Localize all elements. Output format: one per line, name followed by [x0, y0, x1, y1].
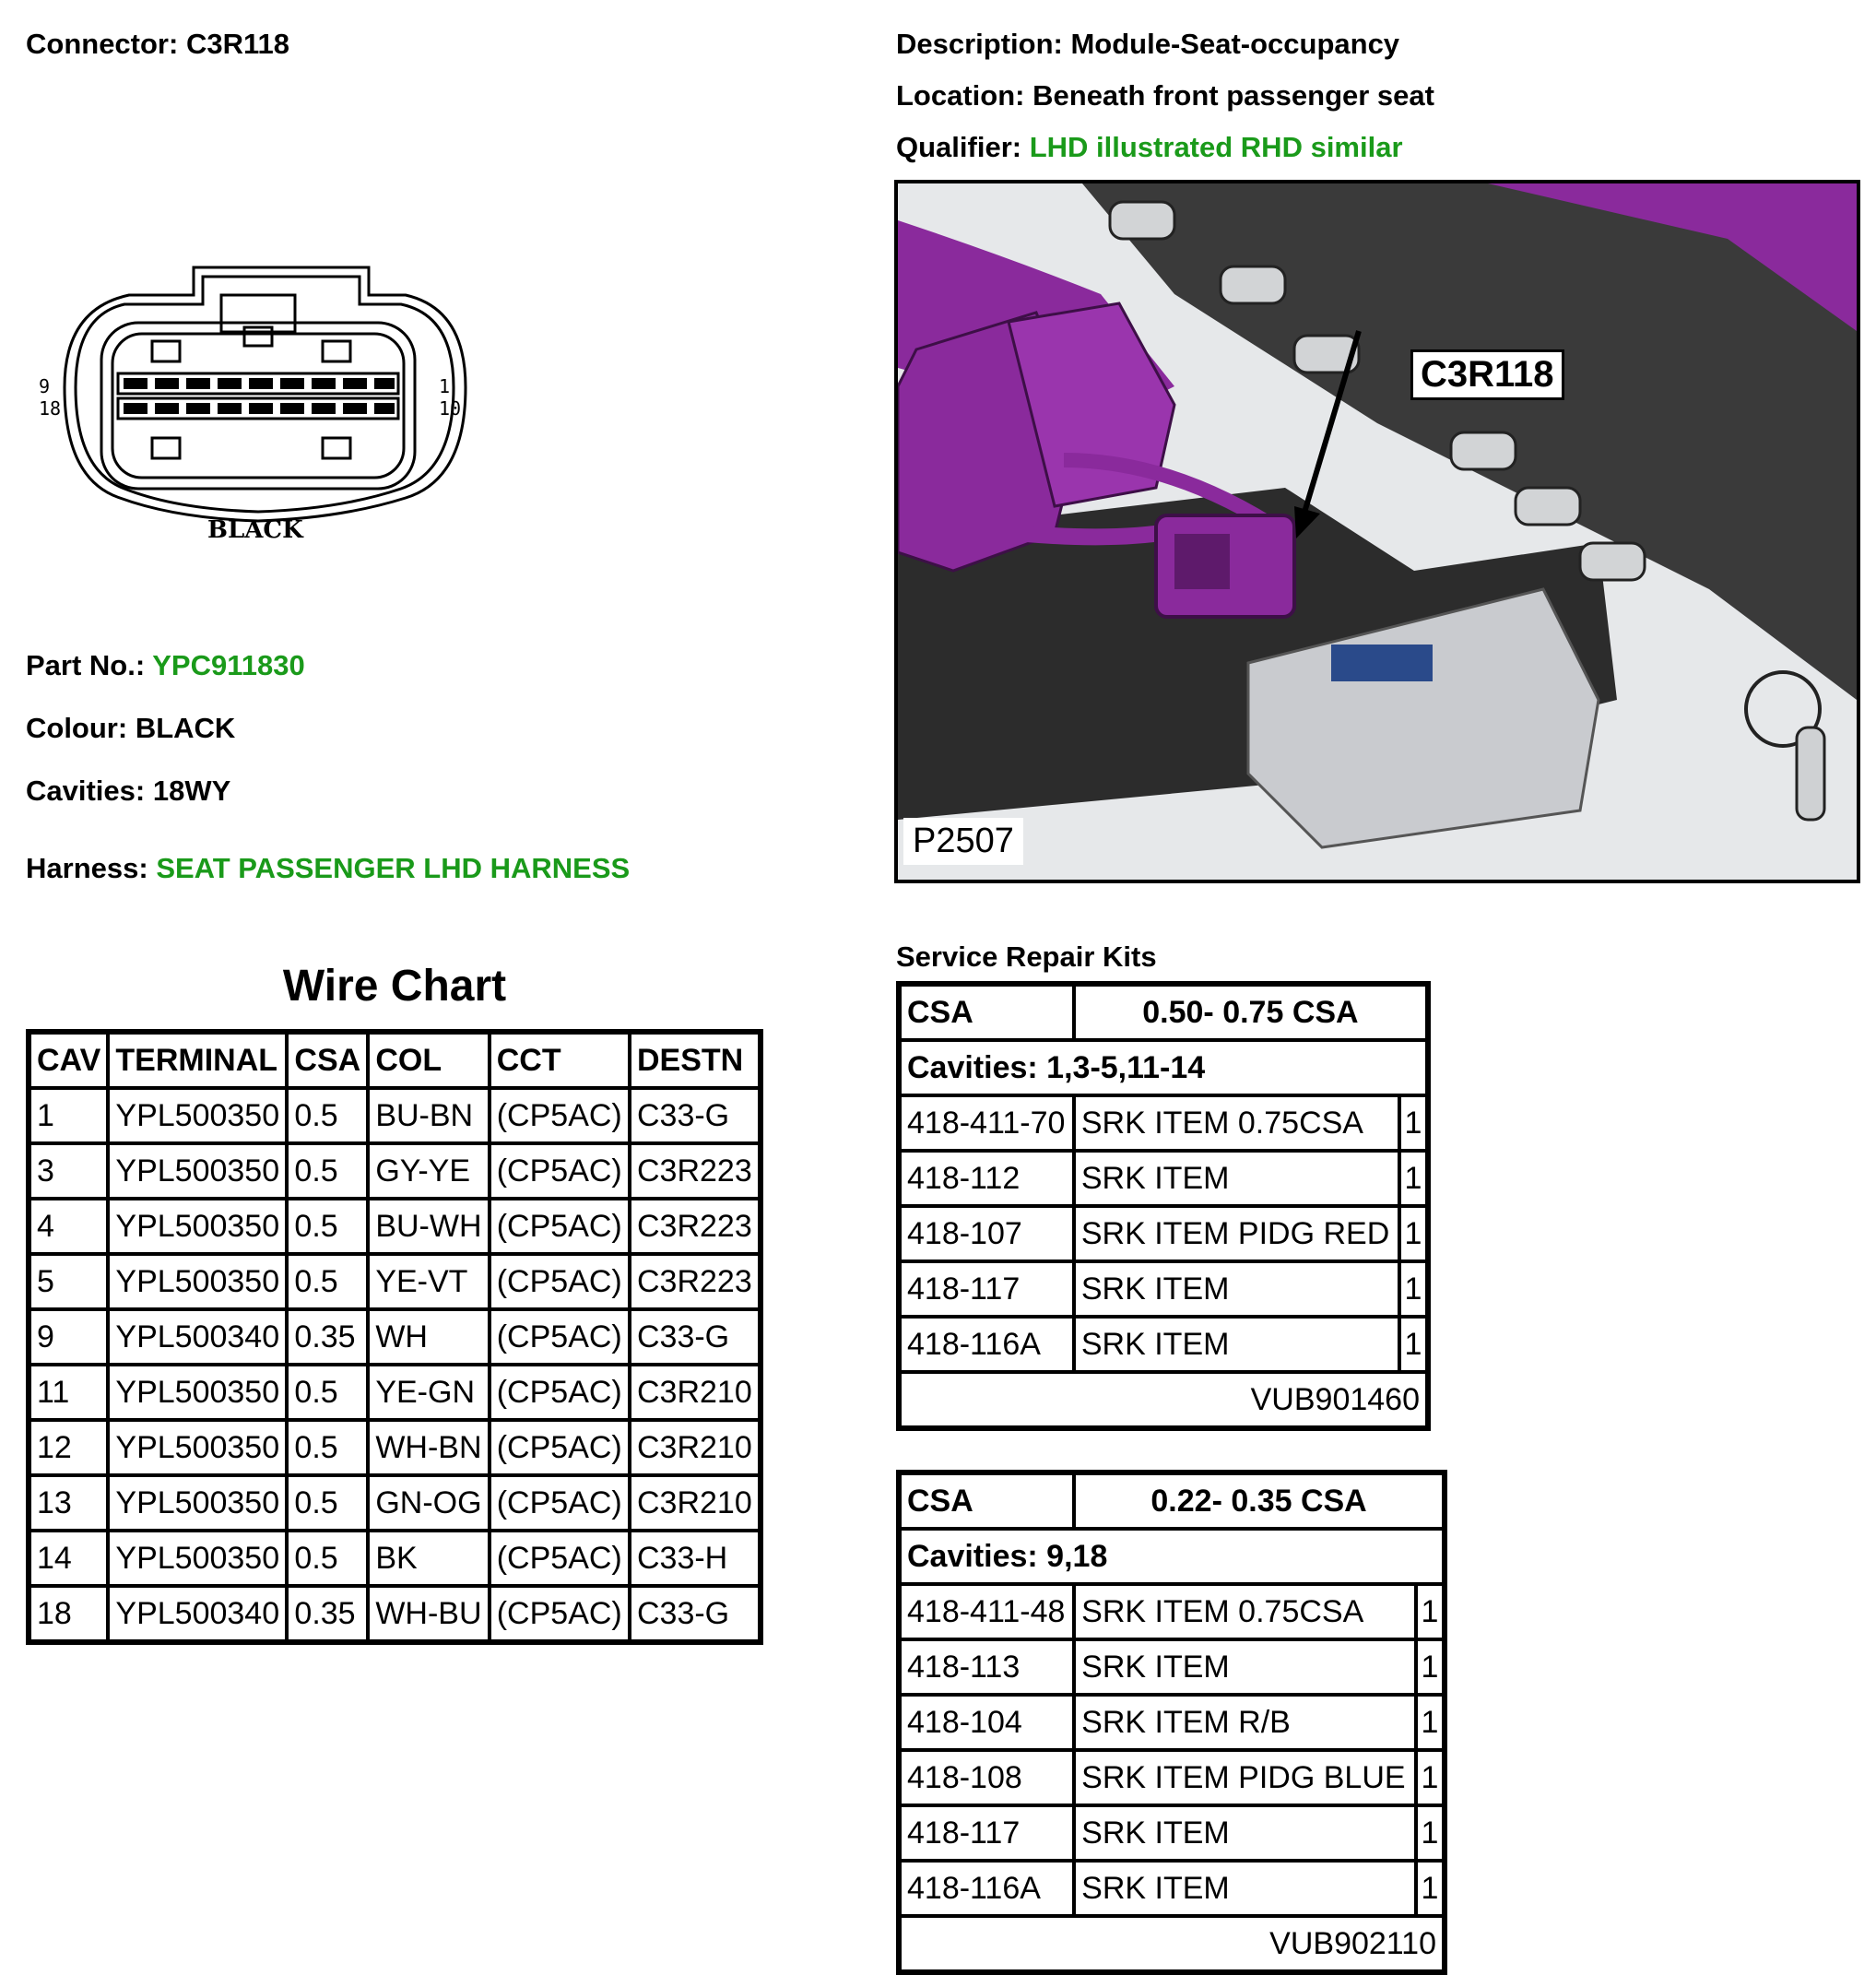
wire-cell-cav: 4	[29, 1199, 108, 1254]
wire-cell-terminal: YPL500350	[108, 1475, 287, 1531]
wire-cell-col: YE-GN	[368, 1365, 489, 1420]
wire-cell-col: WH	[368, 1309, 489, 1365]
connector-face-diagram	[37, 258, 479, 553]
wire-chart-header-terminal: TERMINAL	[108, 1032, 287, 1088]
connector-value: C3R118	[185, 28, 289, 60]
kit-csa-value: 0.22- 0.35 CSA	[1074, 1472, 1445, 1529]
table-row	[29, 1254, 761, 1309]
qualifier-line	[896, 133, 1403, 161]
location-value: Beneath front passenger seat	[1032, 79, 1434, 112]
table-row	[29, 1365, 761, 1420]
kit-cavities-row	[899, 1529, 1445, 1584]
kit-item-part: 418-116A	[899, 1861, 1074, 1916]
kit-item-part: 418-117	[899, 1261, 1074, 1317]
wire-cell-col: BU-WH	[368, 1199, 489, 1254]
part-number-label: Part No.:	[26, 649, 146, 681]
kit-item-desc: SRK ITEM 0.75CSA	[1074, 1584, 1416, 1639]
cavities-label: Cavities:	[26, 775, 146, 807]
wire-cell-csa: 0.5	[287, 1420, 368, 1475]
wire-cell-cct: (CP5AC)	[490, 1420, 630, 1475]
kit-item-desc: SRK ITEM 0.75CSA	[1074, 1095, 1399, 1151]
wire-cell-terminal: YPL500350	[108, 1143, 287, 1199]
wire-cell-csa: 0.35	[287, 1309, 368, 1365]
wire-chart-header-row	[29, 1032, 761, 1088]
location-photo	[894, 180, 1860, 883]
kit-item-desc: SRK ITEM	[1074, 1861, 1416, 1916]
kit-item-part: 418-117	[899, 1805, 1074, 1861]
pin-label-9: 9	[39, 375, 51, 397]
cavities-value: 18WY	[152, 775, 231, 807]
table-row	[899, 1750, 1445, 1805]
wire-cell-col: BU-BN	[368, 1088, 489, 1143]
kit-item-desc: SRK ITEM PIDG RED	[1074, 1206, 1399, 1261]
kit-item-qty: 1	[1416, 1639, 1445, 1695]
wire-cell-col: GN-OG	[368, 1475, 489, 1531]
kit-item-part: 418-411-70	[899, 1095, 1074, 1151]
wire-cell-cav: 3	[29, 1143, 108, 1199]
wire-cell-cav: 9	[29, 1309, 108, 1365]
description-label: Description:	[896, 28, 1063, 60]
kit-item-qty: 1	[1399, 1151, 1428, 1206]
kit-item-qty: 1	[1416, 1750, 1445, 1805]
kit-item-desc: SRK ITEM	[1074, 1805, 1416, 1861]
wire-cell-cct: (CP5AC)	[490, 1088, 630, 1143]
connector-line	[26, 30, 289, 58]
kit-csa-label: CSA	[899, 984, 1074, 1040]
kit-csa-value: 0.50- 0.75 CSA	[1074, 984, 1428, 1040]
wire-cell-destn: C33-H	[630, 1531, 761, 1586]
wire-chart-header-csa: CSA	[287, 1032, 368, 1088]
wire-cell-cct: (CP5AC)	[490, 1254, 630, 1309]
table-row	[899, 1317, 1428, 1372]
wire-cell-destn: C33-G	[630, 1309, 761, 1365]
harness-label: Harness:	[26, 852, 148, 884]
wire-cell-cav: 14	[29, 1531, 108, 1586]
location-line	[896, 81, 1434, 110]
wire-chart-header-cav: CAV	[29, 1032, 108, 1088]
wire-cell-destn: C33-G	[630, 1088, 761, 1143]
wire-cell-destn: C3R210	[630, 1365, 761, 1420]
wire-cell-terminal: YPL500350	[108, 1254, 287, 1309]
colour-line	[26, 714, 235, 742]
table-row	[899, 1095, 1428, 1151]
table-row	[29, 1143, 761, 1199]
wire-cell-destn: C3R210	[630, 1420, 761, 1475]
wire-cell-csa: 0.5	[287, 1143, 368, 1199]
description-value: Module-Seat-occupancy	[1070, 28, 1400, 60]
wire-cell-destn: C33-G	[630, 1586, 761, 1642]
kit-item-desc: SRK ITEM	[1074, 1639, 1416, 1695]
cavities-line	[26, 776, 230, 805]
table-row	[29, 1420, 761, 1475]
wire-cell-terminal: YPL500340	[108, 1586, 287, 1642]
colour-value: BLACK	[135, 712, 236, 744]
wire-cell-cct: (CP5AC)	[490, 1309, 630, 1365]
colour-label: Colour:	[26, 712, 128, 744]
wire-chart-header-cct: CCT	[490, 1032, 630, 1088]
kit-csa-label: CSA	[899, 1472, 1074, 1529]
connector-label: Connector:	[26, 28, 179, 60]
table-row	[29, 1586, 761, 1642]
wire-cell-cav: 5	[29, 1254, 108, 1309]
kit-header-row	[899, 984, 1428, 1040]
kit-item-qty: 1	[1399, 1095, 1428, 1151]
repair-kit-table-1	[896, 981, 1431, 1431]
photo-reference: P2507	[903, 818, 1023, 865]
table-row	[29, 1475, 761, 1531]
wire-chart-table	[26, 1029, 763, 1645]
pin-labels-left	[39, 375, 61, 420]
wire-cell-col: GY-YE	[368, 1143, 489, 1199]
kit-item-part: 418-411-48	[899, 1584, 1074, 1639]
wire-cell-cav: 13	[29, 1475, 108, 1531]
pin-label-18: 18	[39, 397, 62, 420]
kit-cavities-row	[899, 1040, 1428, 1095]
kit-cavities: Cavities: 9,18	[899, 1529, 1445, 1584]
kit-item-qty: 1	[1416, 1584, 1445, 1639]
part-number-line	[26, 651, 305, 680]
kit-item-part: 418-116A	[899, 1317, 1074, 1372]
harness-value: SEAT PASSENGER LHD HARNESS	[156, 852, 631, 884]
wire-cell-csa: 0.5	[287, 1365, 368, 1420]
kit-item-desc: SRK ITEM	[1074, 1261, 1399, 1317]
wire-cell-terminal: YPL500350	[108, 1088, 287, 1143]
wire-cell-terminal: YPL500350	[108, 1420, 287, 1475]
kit-item-desc: SRK ITEM PIDG BLUE	[1074, 1750, 1416, 1805]
wire-cell-col: WH-BU	[368, 1586, 489, 1642]
table-row	[29, 1199, 761, 1254]
wire-cell-cav: 12	[29, 1420, 108, 1475]
kit-item-desc: SRK ITEM R/B	[1074, 1695, 1416, 1750]
wire-cell-terminal: YPL500340	[108, 1309, 287, 1365]
table-row	[899, 1695, 1445, 1750]
kit-number-row	[899, 1372, 1428, 1428]
wire-cell-col: BK	[368, 1531, 489, 1586]
wire-cell-cct: (CP5AC)	[490, 1531, 630, 1586]
location-label: Location:	[896, 79, 1025, 112]
wire-cell-cav: 1	[29, 1088, 108, 1143]
seat-underside-illustration	[898, 183, 1857, 880]
wire-cell-cav: 18	[29, 1586, 108, 1642]
wire-cell-cct: (CP5AC)	[490, 1199, 630, 1254]
kit-item-part: 418-104	[899, 1695, 1074, 1750]
table-row	[899, 1261, 1428, 1317]
kit-item-qty: 1	[1416, 1805, 1445, 1861]
table-row	[899, 1206, 1428, 1261]
description-line	[896, 30, 1399, 58]
wire-cell-cct: (CP5AC)	[490, 1365, 630, 1420]
wire-cell-cav: 11	[29, 1365, 108, 1420]
wire-cell-csa: 0.5	[287, 1254, 368, 1309]
wire-chart-header-destn: DESTN	[630, 1032, 761, 1088]
photo-callout-label: C3R118	[1410, 349, 1564, 400]
wire-cell-cct: (CP5AC)	[490, 1586, 630, 1642]
kit-number: VUB902110	[899, 1916, 1445, 1972]
wire-cell-csa: 0.5	[287, 1475, 368, 1531]
table-row	[899, 1584, 1445, 1639]
table-row	[29, 1088, 761, 1143]
wire-cell-terminal: YPL500350	[108, 1531, 287, 1586]
wire-cell-destn: C3R223	[630, 1254, 761, 1309]
kit-item-part: 418-107	[899, 1206, 1074, 1261]
kit-number-row	[899, 1916, 1445, 1972]
table-row	[29, 1531, 761, 1586]
wire-cell-destn: C3R223	[630, 1199, 761, 1254]
kit-cavities: Cavities: 1,3-5,11-14	[899, 1040, 1428, 1095]
table-row	[899, 1861, 1445, 1916]
wire-cell-col: WH-BN	[368, 1420, 489, 1475]
wire-cell-csa: 0.5	[287, 1199, 368, 1254]
wire-cell-csa: 0.5	[287, 1088, 368, 1143]
kit-number: VUB901460	[899, 1372, 1428, 1428]
table-row	[899, 1805, 1445, 1861]
table-row	[899, 1151, 1428, 1206]
wire-chart-title: Wire Chart	[282, 962, 507, 1011]
qualifier-label: Qualifier:	[896, 131, 1022, 163]
kit-item-qty: 1	[1399, 1206, 1428, 1261]
qualifier-value: LHD illustrated RHD similar	[1029, 131, 1403, 163]
kit-item-qty: 1	[1416, 1695, 1445, 1750]
wire-cell-terminal: YPL500350	[108, 1365, 287, 1420]
kit-item-part: 418-112	[899, 1151, 1074, 1206]
kit-item-qty: 1	[1399, 1317, 1428, 1372]
wire-cell-cct: (CP5AC)	[490, 1143, 630, 1199]
kit-item-desc: SRK ITEM	[1074, 1151, 1399, 1206]
wire-cell-destn: C3R223	[630, 1143, 761, 1199]
wire-chart-header-col: COL	[368, 1032, 489, 1088]
wire-cell-csa: 0.35	[287, 1586, 368, 1642]
service-repair-kits-title: Service Repair Kits	[896, 940, 1157, 973]
part-number-value: YPC911830	[152, 649, 305, 681]
kit-header-row	[899, 1472, 1445, 1529]
harness-line	[26, 854, 630, 882]
table-row	[29, 1309, 761, 1365]
kit-item-part: 418-108	[899, 1750, 1074, 1805]
wire-cell-destn: C3R210	[630, 1475, 761, 1531]
wire-cell-cct: (CP5AC)	[490, 1475, 630, 1531]
pin-label-10: 10	[439, 397, 462, 420]
repair-kit-table-2	[896, 1470, 1447, 1975]
kit-item-qty: 1	[1399, 1261, 1428, 1317]
wire-cell-col: YE-VT	[368, 1254, 489, 1309]
table-row	[899, 1639, 1445, 1695]
kit-item-part: 418-113	[899, 1639, 1074, 1695]
wire-cell-csa: 0.5	[287, 1531, 368, 1586]
pin-labels-right	[439, 375, 461, 420]
connector-colour-caption: BLACK	[207, 516, 303, 544]
kit-item-qty: 1	[1416, 1861, 1445, 1916]
pin-label-1: 1	[439, 375, 451, 397]
kit-item-desc: SRK ITEM	[1074, 1317, 1399, 1372]
wire-cell-terminal: YPL500350	[108, 1199, 287, 1254]
